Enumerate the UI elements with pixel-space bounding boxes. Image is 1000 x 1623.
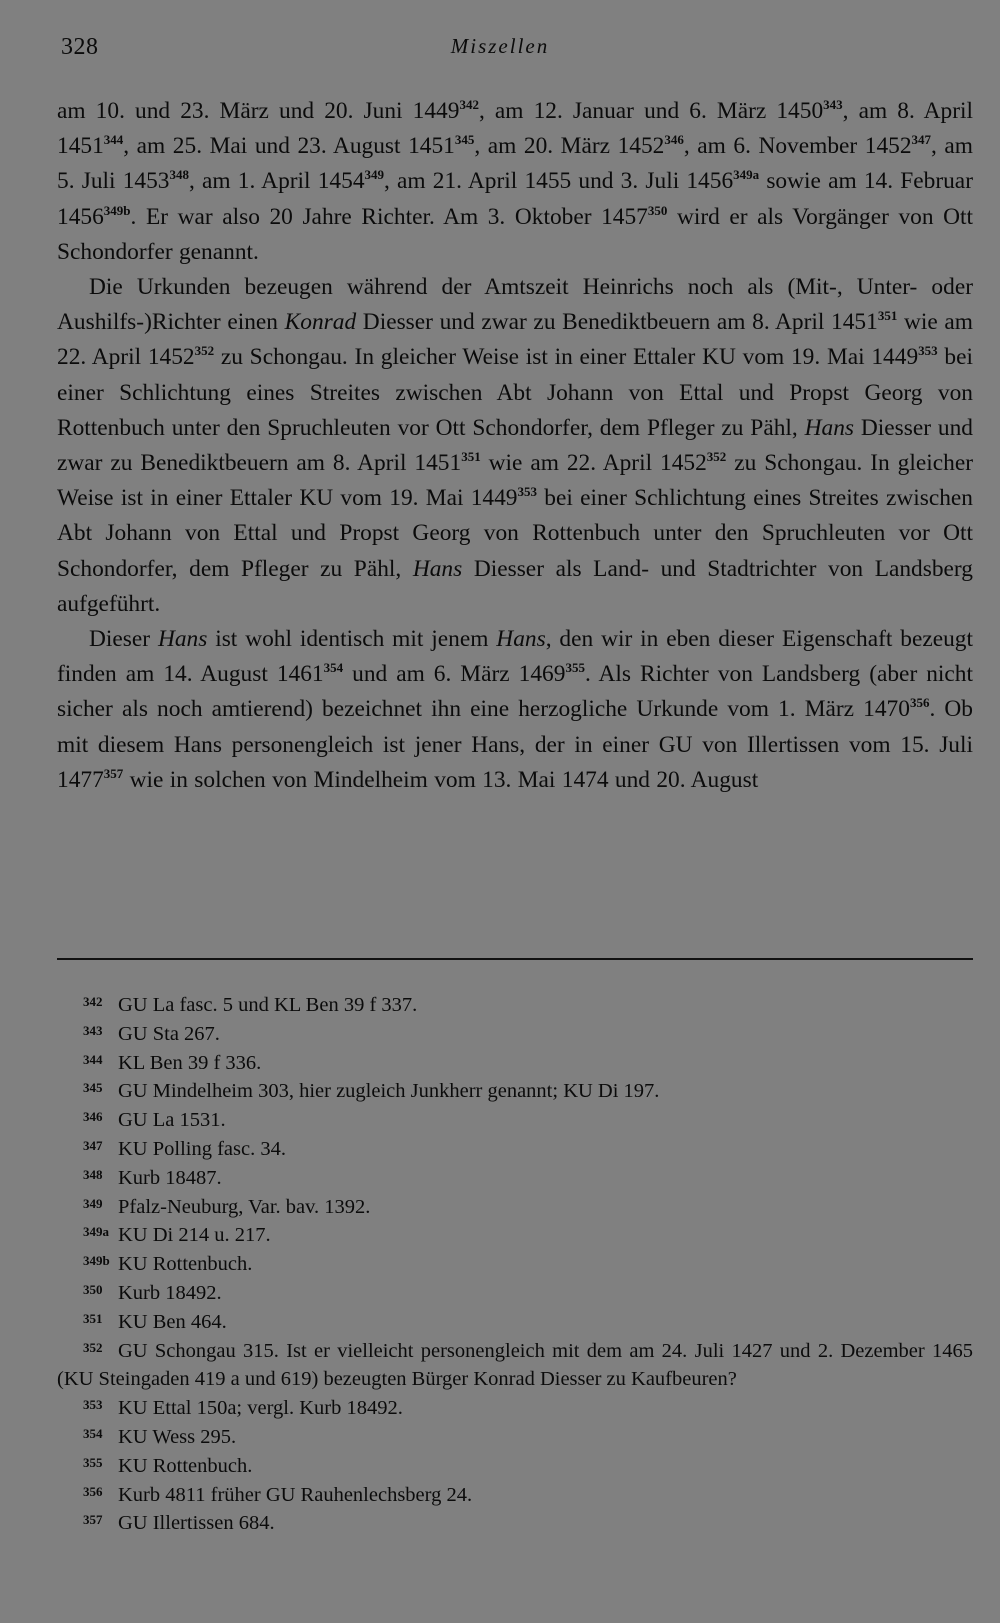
footnote-ref[interactable]: 357 [103,766,124,782]
paragraph-2: Die Urkunden bezeugen während der Amtszeit Heinrichs noch als (Mit-, Unter- oder Aushilfs-)Richter einen Konrad Diesser und zwar zu Benediktbeuern am 8. April 1451$^{351}$ wie am 22. April 1452$^{352}$ zu Schongau. In gleicher Weise ist in einer Ettaler KU vom 19. Mai 1449$^{353}$ bei einer Schlichtung eines Streites zwischen Abt Johann von Ettal und Propst Georg von Rottenbuch unter den Spruchleuten vor Ott Schondorfer, dem Pfleger zu Pähl, Hans Diesser und zwar zu Benediktbeuern am 8. April 1451$^{351}$ wie am 22. April 1452$^{352}$ zu Schongau. In gleicher Weise ist in einer Ettaler KU vom 19. Mai 1449$^{353}$ bei einer Schlichtung eines Streites zwischen Abt Johann von Ettal und Propst Georg von Rottenbuch unter den Spruchleuten vor Ott Schondorfer, dem Pfleger zu Pähl, Hans Diesser als Land- und Stadtrichter von Landsberg aufgeführt. [57,274,973,617]
footnote-ref[interactable]: 347 [911,132,932,148]
footnote-text: Kurb 18487. [118,1166,222,1189]
paragraph-1: am 10. und 23. März und 20. Juni 1449$^{342}$, am 12. Januar und 6. März 1450$^{343}$, am 8. April 1451$^{344}$, am 25. Mai und 23. August 1451$^{345}$, am 20. März 1452$^{346}$, am 6. November 1452$^{347}$, am 5. Juli 1453$^{348}$, am 1. April 1454$^{349}$, am 21. April 1455 und 3. Juli $1456^{349a}$ sowie am 14. Februar $1456^{349b}$. Er war also 20 Jahre Richter. Am 3. Oktober 1457$^{350}$ wird er als Vorgänger von Ott Schondorfer genannt. [57,97,974,265]
main-text [57,94,973,798]
footnote-text: GU Illertissen 684. [118,1512,275,1535]
footnote: 351 KU Ben 464. [83,1310,227,1333]
footnote: 346 GU La 1531. [83,1109,226,1132]
footnote-text: KL Ben 39 f 336. [118,1051,262,1074]
footnote: 345 GU Mindelheim 303, hier zugleich Junkherr genannt; KU Di 197. [83,1080,660,1103]
page-number: 328 [61,34,99,60]
footnote-divider [57,958,973,960]
footnote-ref[interactable]: 354 [323,660,344,676]
footnote: 349a KU Di 214 u. 217. [83,1224,271,1247]
footnote-text: KU Polling fasc. 34. [118,1137,286,1160]
footnote-text: GU Sta 267. [118,1022,220,1045]
footnote: 354 KU Wess 295. [83,1425,237,1448]
footnote-ref[interactable]: 344 [103,132,124,148]
footnote-text: GU La 1531. [118,1109,226,1132]
footnote-text: KU Rottenbuch. [118,1454,253,1477]
footnote: 349b KU Rottenbuch. [83,1253,253,1276]
footnote-text: KU Di 214 u. 217. [118,1224,271,1247]
footnote-text: KU Wess 295. [118,1425,237,1448]
footnote-ref[interactable]: 349b [103,202,131,218]
footnote: 353 KU Ettal 150a; vergl. Kurb 18492. [83,1397,403,1420]
footnotes [57,991,973,1538]
footnote-ref[interactable]: 348 [169,167,189,183]
footnote: 349 Pfalz-Neuburg, Var. bav. 1392. [83,1195,371,1218]
footnote-text: KU Rottenbuch. [118,1253,253,1276]
footnote-ref[interactable]: 351 [461,449,481,465]
footnote: 357 GU Illertissen 684. [83,1512,275,1535]
footnote: 350 Kurb 18492. [83,1281,222,1304]
footnote-text: GU Schongau 315. Ist er vielleicht personengleich mit dem am 24. Juli 1427 und 2. Dezember 1465 (KU Steingaden 419 a und 619) bezeugten Bürger Konrad Diesser zu Kaufbeuren? [57,1339,973,1391]
footnote-text: Kurb 4811 früher GU Rauhenlechsberg 24. [118,1483,473,1506]
footnote: 347 KU Polling fasc. 34. [83,1137,286,1160]
paragraph-3: Dieser Hans ist wohl identisch mit jenem Hans, den wir in eben dieser Eigenschaft bezeugt finden am 14. August 1461$^{354}$ und am 6. März 1469$^{355}$. Als Richter von Landsberg (aber nicht sicher als noch amtierend) bezeichnet ihn eine herzogliche Urkunde vom 1. März 1470$^{356}$. Ob mit diesem Hans personengleich ist jener Hans, der in einer GU von Illertissen vom 15. Juli 1477$^{357}$ wie in solchen von Mindelheim vom 13. Mai 1474 und 20. August [57,626,973,793]
footnote-ref[interactable]: 346 [664,132,684,148]
footnote-ref[interactable]: 352 [706,449,727,465]
footnote-ref[interactable]: 349 [364,167,385,183]
footnote-ref[interactable]: 356 [909,695,930,711]
footnote-text: Pfalz-Neuburg, Var. bav. 1392. [118,1195,371,1218]
footnote: 348 Kurb 18487. [83,1166,222,1189]
footnote: 356 Kurb 4811 früher GU Rauhenlechsberg 24. [83,1483,473,1506]
footnote-ref[interactable]: 355 [565,660,585,676]
footnote: 352 GU Schongau 315. Ist er vielleicht personengleich mit dem am 24. Juli 1427 und 2. Dezember 1465 (KU Steingaden 419 a und 619) bezeugten Bürger Konrad Diesser zu Kaufbeuren? [57,1339,973,1391]
footnote-text: GU Mindelheim 303, hier zugleich Junkherr genannt; KU Di 197. [118,1080,660,1103]
footnote-ref[interactable]: 352 [194,343,215,359]
footnote-ref[interactable]: 353 [517,484,538,500]
running-title: Miszellen [450,34,550,58]
footnote-text: KU Ben 464. [118,1310,227,1333]
footnote-ref[interactable]: 345 [454,132,475,148]
footnote: 355 KU Rottenbuch. [83,1454,253,1477]
footnote-text: GU La fasc. 5 und KL Ben 39 f 337. [118,994,418,1016]
footnote: 344 KL Ben 39 f 336. [83,1051,262,1074]
footnote-ref[interactable]: 353 [918,343,938,359]
footnote: 342 GU La fasc. 5 und KL Ben 39 f 337. [83,994,418,1016]
footnote-text: Kurb 18492. [118,1281,222,1304]
footnote-ref[interactable]: 351 [877,308,898,324]
footnote: 343 GU Sta 267. [83,1022,220,1045]
footnote-text: KU Ettal 150a; vergl. Kurb 18492. [118,1397,403,1420]
footnote-ref[interactable]: 349a [733,167,760,183]
footnote-ref[interactable]: 342 [459,97,479,113]
footnote-ref[interactable]: 343 [823,97,843,113]
footnote-ref[interactable]: 350 [647,202,668,218]
